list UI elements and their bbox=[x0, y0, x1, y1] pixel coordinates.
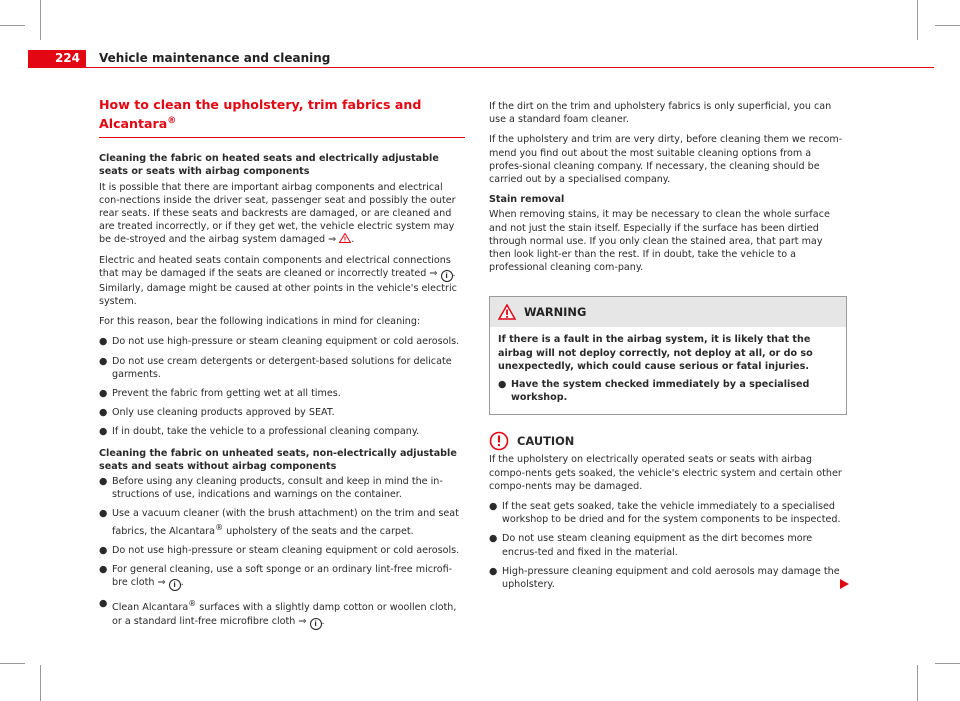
crop-mark bbox=[40, 0, 41, 40]
crop-mark bbox=[935, 25, 960, 26]
caution-label: CAUTION bbox=[517, 433, 575, 448]
warning-triangle-icon[interactable] bbox=[339, 233, 351, 243]
list-item: ● Have the system checked immediately by a specialised workshop. bbox=[498, 379, 810, 404]
crop-mark bbox=[935, 663, 960, 664]
subhead-stain-removal: Stain removal bbox=[489, 194, 565, 206]
warning-body bbox=[490, 327, 846, 414]
subhead-unheated-seats: Cleaning the fabric on unheated seats, non-electrically adjustable seats and seats without airbag components bbox=[99, 447, 457, 472]
list-item: ● Do not use steam cleaning equipment as the dirt becomes more encrus-ted and fixed in the material. bbox=[489, 533, 813, 558]
info-circle-icon[interactable]: i bbox=[169, 579, 181, 591]
list-item: ● Do not use high-pressure or steam cleaning equipment or cold aerosols. bbox=[99, 545, 460, 557]
header-rule bbox=[28, 67, 934, 68]
list-item: ● If the seat gets soaked, take the vehicle immediately to a specialised workshop to be dried and for the system components to be inspected. bbox=[489, 501, 841, 526]
caution-header bbox=[489, 431, 847, 451]
subhead-heated-seats: Cleaning the fabric on heated seats and electrically adjustable seats or seats with airbag components bbox=[99, 153, 439, 178]
warning-text: If there is a fault in the airbag system, it is likely that the airbag will not deploy correctly, not deploy at all, or do so unexpectedly, which could cause serious or fatal injuries. bbox=[498, 334, 813, 372]
caution-icon bbox=[489, 431, 509, 451]
list-item: ● Before using any cleaning products, consult and keep in mind the in-structions of use, indications and warnings on the container. bbox=[99, 476, 443, 501]
list-item: ● Prevent the fabric from getting wet at all times. bbox=[99, 388, 341, 400]
list-item: ● Only use cleaning products approved by SEAT. bbox=[99, 407, 335, 419]
paragraph: If the upholstery and trim are very dirty, before cleaning them we recom-mend you find out about the most suitable cleaning options from a profes-sional cleaning company. If necessary, the cleaning should be carried out by a specialised company. bbox=[489, 134, 843, 186]
paragraph: Electric and heated seats contain components and electrical connections that may be damaged if the seats are cleaned or incorrectly treated ⇒ i . Similarly, damage might be caused at other points in the vehicle's electric system. bbox=[99, 254, 457, 308]
crop-mark bbox=[0, 25, 25, 26]
caution-text: If the upholstery on electrically operated seats or seats with airbag compo-nents gets soaked, the vehicle's electric system and certain other compo-nents may be damaged. bbox=[489, 454, 842, 492]
list-item: ● Do not use cream detergents or detergent-based solutions for delicate garments. bbox=[99, 355, 452, 380]
page-number: 224 bbox=[28, 50, 86, 67]
paragraph: When removing stains, it may be necessary to clean the whole surface and not just the stain itself. Especially if the surface has been dirtied through normal use. If you only clean the stained area, that part may then look light-er than the rest. If in doubt, take the vehicle to a professional cleaning com-pany. bbox=[489, 209, 830, 274]
list-item: ● High-pressure cleaning equipment and cold aerosols may damage the upholstery. bbox=[489, 565, 847, 591]
right-column bbox=[489, 100, 847, 597]
section-title: How to clean the upholstery, trim fabrics and Alcantara® bbox=[99, 96, 465, 138]
list-item: ● Do not use high-pressure or steam cleaning equipment or cold aerosols. bbox=[99, 336, 460, 348]
running-header-title: Vehicle maintenance and cleaning bbox=[99, 51, 331, 65]
list-item: ● Use a vacuum cleaner (with the brush attachment) on the trim and seat fabrics, the Alcantara® upholstery of the seats and the carpet. bbox=[99, 508, 459, 537]
list-item: ● Clean Alcantara® surfaces with a slightly damp cotton or woollen cloth, or a standard lint-free microfibre cloth ⇒ i . bbox=[99, 598, 457, 628]
warning-label: WARNING bbox=[524, 304, 587, 319]
paragraph: For this reason, bear the following indications in mind for cleaning: bbox=[99, 316, 421, 328]
warning-triangle-icon bbox=[498, 304, 516, 320]
info-circle-icon[interactable]: i bbox=[441, 270, 453, 282]
paragraph: It is possible that there are important airbag components and electrical con-nections inside the driver seat, passenger seat and possibly the outer rear seats. If these seats and backrests are damaged, or are cleaned and are treated incorrectly, or if they get wet, the vehicle electric system may be de-stroyed and the airbag system damaged ⇒ . bbox=[99, 181, 456, 246]
crop-mark bbox=[40, 665, 41, 701]
warning-header bbox=[490, 297, 846, 327]
continue-arrow-icon bbox=[840, 579, 849, 589]
list-item: ● For general cleaning, use a soft sponge or an ordinary lint-free microfi-bre cloth ⇒ i . bbox=[99, 564, 453, 590]
info-circle-icon[interactable]: i bbox=[310, 618, 322, 630]
warning-box bbox=[489, 296, 847, 415]
crop-mark bbox=[917, 665, 918, 701]
crop-mark bbox=[0, 663, 25, 664]
list-item: ● If in doubt, take the vehicle to a professional cleaning company. bbox=[99, 426, 420, 438]
paragraph: If the dirt on the trim and upholstery fabrics is only superficial, you can use a standard foam cleaner. bbox=[489, 101, 832, 126]
crop-mark bbox=[917, 0, 918, 40]
left-column bbox=[99, 96, 465, 636]
